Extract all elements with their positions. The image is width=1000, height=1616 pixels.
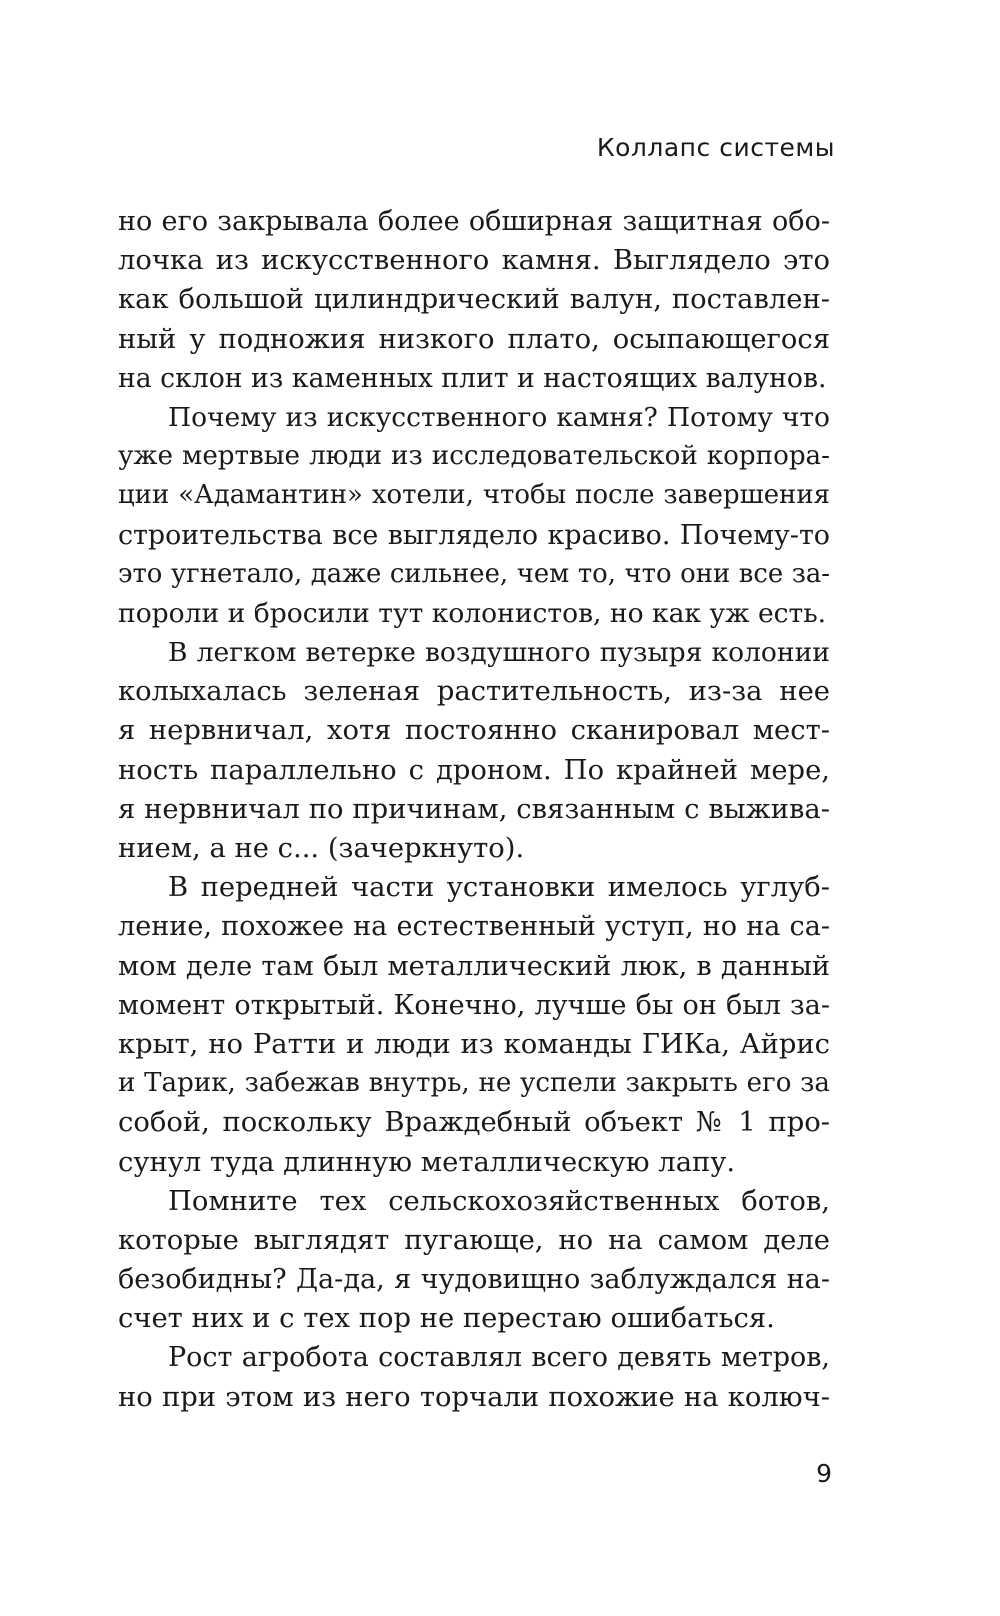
page-number: 9 — [816, 1459, 832, 1488]
text-line: уже мертвые люди из исследовательской корпора- — [118, 441, 830, 472]
text-line: безобидны? Да-да, я чудовищно заблуждался на- — [118, 1264, 830, 1296]
text-line: мом деле там был металлический люк, в данный — [118, 950, 830, 982]
text-line: пороли и бросили тут колонистов, но как уж есть. — [118, 597, 827, 629]
text-line: ции «Адамантин» хотели, чтобы после завершения — [118, 480, 830, 511]
text-line: Почему из искусственного камня? Потому что — [168, 401, 830, 433]
text-line: и Тарик, забежав внутрь, не успели закрыть его за — [118, 1068, 830, 1099]
text-line: нием, а не с... (зачеркнуто). — [118, 833, 525, 864]
text-line: строительства все выглядело красиво. Почему-то — [118, 519, 830, 551]
text-line: ность параллельно с дроном. По крайней мере, — [118, 754, 830, 786]
text-line: как большой цилиндрический валун, поставлен- — [118, 284, 830, 316]
text-line: В легком ветерке воздушного пузыря колонии — [168, 637, 830, 669]
body-text — [118, 202, 830, 1417]
text-line: на склон из каменных плит и настоящих валунов. — [118, 362, 827, 394]
text-line: сунул туда длинную металлическую лапу. — [118, 1146, 736, 1178]
text-line: Рост агробота составлял всего девять метров, — [168, 1342, 830, 1374]
text-line: ный у подножия низкого плато, осыпающегося — [118, 323, 830, 355]
text-line: собой, поскольку Враждебный объект № 1 про- — [118, 1107, 830, 1139]
text-line: лочка из искусственного камня. Выглядело это — [118, 245, 830, 277]
text-line: которые выглядят пугающе, но на самом деле — [118, 1224, 830, 1256]
text-line: В передней части установки имелось углуб- — [168, 872, 830, 904]
text-line: ление, похожее на естественный уступ, но на са- — [118, 911, 830, 943]
text-line: я нервничал, хотя постоянно сканировал мест- — [118, 715, 830, 747]
text-line: но при этом из него торчали похожие на колюч- — [118, 1381, 830, 1413]
text-line: колыхалась зеленая растительность, из-за нее — [118, 676, 830, 708]
text-line: счет них и с тех пор не перестаю ошибаться. — [118, 1303, 775, 1335]
running-head-title: Коллапс системы — [596, 133, 835, 162]
text-line: момент открытый. Конечно, лучше бы он был за- — [118, 989, 830, 1021]
text-line: Помните тех сельскохозяйственных ботов, — [168, 1185, 830, 1217]
text-line: я нервничал по причинам, связанным с выжива- — [118, 793, 830, 825]
text-line: это угнетало, даже сильнее, чем то, что они все за- — [118, 558, 830, 589]
text-line: но его закрывала более обширная защитная обо- — [118, 206, 830, 237]
text-line: крыт, но Ратти и люди из команды ГИКа, Айрис — [118, 1028, 830, 1060]
